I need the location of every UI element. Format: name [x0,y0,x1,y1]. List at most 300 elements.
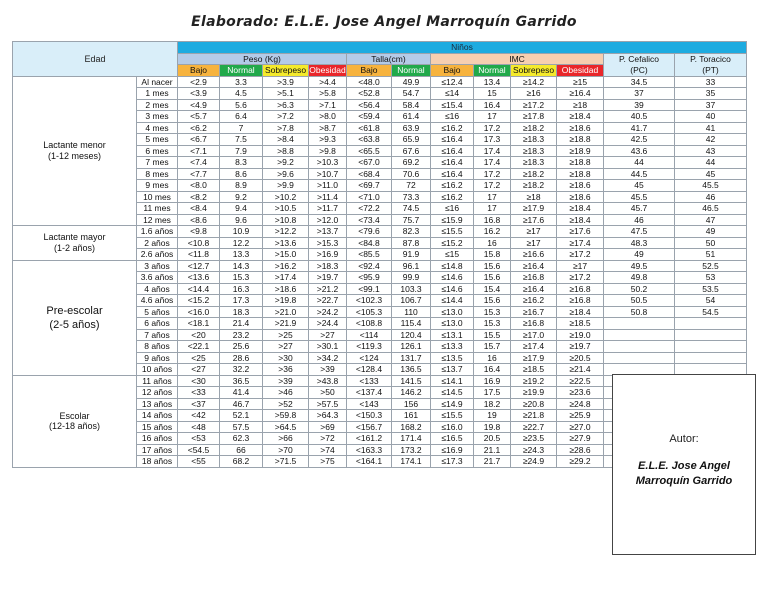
value-cell: ≤16.0 [431,421,474,433]
header-talla: Talla(cm) [347,53,431,65]
value-cell: 47.5 [604,226,675,238]
value-cell: 13.3 [220,249,263,261]
value-cell: 49.9 [392,76,431,88]
age-cell: 9 mes [137,180,178,192]
value-cell: 46.7 [220,398,263,410]
value-cell: 91.9 [392,249,431,261]
value-cell: ≤16.4 [431,145,474,157]
value-cell: ≥16.4 [511,260,557,272]
value-cell: 15.5 [474,329,511,341]
value-cell: 126.1 [392,341,431,353]
value-cell: 4.5 [220,88,263,100]
value-cell: 45.5 [604,191,675,203]
value-cell: 7.5 [220,134,263,146]
age-cell: 9 años [137,352,178,364]
value-cell: 53.5 [675,283,747,295]
value-cell: ≤13.0 [431,318,474,330]
table-row [13,226,747,238]
age-cell: 16 años [137,433,178,445]
header-imc-obesidad: Obesidad [557,65,604,77]
value-cell: ≥17 [511,237,557,249]
value-cell: <119.3 [347,341,392,353]
value-cell: 17 [474,191,511,203]
value-cell: 110 [392,306,431,318]
empty-cell [675,329,747,341]
empty-cell [675,318,747,330]
value-cell: 35 [675,88,747,100]
value-cell: <124 [347,352,392,364]
value-cell: ≥19.7 [557,341,604,353]
value-cell: 45 [604,180,675,192]
value-cell: >7.2 [263,111,309,123]
value-cell: 6.4 [220,111,263,123]
value-cell: 42 [675,134,747,146]
value-cell: ≤16 [431,203,474,215]
value-cell: >74 [309,444,347,456]
value-cell: 17 [474,203,511,215]
value-cell: <102.3 [347,295,392,307]
value-cell: <25 [178,352,220,364]
value-cell: 173.2 [392,444,431,456]
value-cell: >19.8 [263,295,309,307]
value-cell: 74.5 [392,203,431,215]
age-cell: 14 años [137,410,178,422]
value-cell: <105.3 [347,306,392,318]
value-cell: <6.7 [178,134,220,146]
value-cell: ≤15.4 [431,99,474,111]
value-cell: 65.9 [392,134,431,146]
age-cell: 15 años [137,421,178,433]
author-box [612,374,756,555]
value-cell: >50 [309,387,347,399]
value-cell: ≥23.5 [511,433,557,445]
age-cell: 7 mes [137,157,178,169]
age-cell: 3.6 años [137,272,178,284]
value-cell: ≥18 [511,191,557,203]
value-cell: <7.1 [178,145,220,157]
value-cell: 47 [675,214,747,226]
value-cell: ≥18.2 [511,168,557,180]
value-cell: <55 [178,456,220,468]
value-cell: ≥18.6 [557,122,604,134]
value-cell: ≤13.1 [431,329,474,341]
value-cell: >21.2 [309,283,347,295]
empty-cell [604,341,675,353]
value-cell: >70 [263,444,309,456]
value-cell: <108.8 [347,318,392,330]
value-cell: 136.5 [392,364,431,376]
value-cell: <163.3 [347,444,392,456]
value-cell: >9.3 [309,134,347,146]
value-cell: <8.6 [178,214,220,226]
value-cell: 48.3 [604,237,675,249]
value-cell: <7.7 [178,168,220,180]
value-cell: ≥18.5 [511,364,557,376]
value-cell: <156.7 [347,421,392,433]
age-cell: 2 años [137,237,178,249]
value-cell: <13.6 [178,272,220,284]
value-cell: 51 [675,249,747,261]
value-cell: 69.2 [392,157,431,169]
value-cell: ≤16.2 [431,122,474,134]
table-row [13,76,747,88]
age-cell: 12 años [137,387,178,399]
header-imc-bajo: Bajo [431,65,474,77]
value-cell: <72.2 [347,203,392,215]
value-cell: ≥16.6 [511,249,557,261]
value-cell: <15.2 [178,295,220,307]
age-cell: 13 años [137,398,178,410]
value-cell: >10.2 [263,191,309,203]
value-cell: 43.6 [604,145,675,157]
value-cell: ≥16.4 [511,283,557,295]
value-cell: 23.2 [220,329,263,341]
value-cell: 41 [675,122,747,134]
value-cell: 40.5 [604,111,675,123]
value-cell: >9.2 [263,157,309,169]
value-cell: ≤15.9 [431,214,474,226]
value-cell: <22.1 [178,341,220,353]
value-cell: >8.0 [309,111,347,123]
value-cell: ≤12.4 [431,76,474,88]
value-cell: 3.3 [220,76,263,88]
value-cell: ≥17.0 [511,329,557,341]
value-cell: 17.3 [220,295,263,307]
header-peso-normal: Normal [220,65,263,77]
value-cell: ≤14.4 [431,295,474,307]
value-cell: 16.9 [474,375,511,387]
value-cell: 15.3 [474,306,511,318]
value-cell: 40 [675,111,747,123]
value-cell: ≥23.6 [557,387,604,399]
value-cell: 49 [675,226,747,238]
value-cell: 174.1 [392,456,431,468]
value-cell: 10.9 [220,226,263,238]
age-cell: 5 años [137,306,178,318]
value-cell: 75.7 [392,214,431,226]
value-cell: 37 [675,99,747,111]
value-cell: <128.4 [347,364,392,376]
value-cell: ≥17.4 [511,341,557,353]
value-cell: <37 [178,398,220,410]
value-cell: ≥18.8 [557,168,604,180]
value-cell: >9.9 [263,180,309,192]
value-cell: <63.8 [347,134,392,146]
value-cell: <61.8 [347,122,392,134]
value-cell: 18.2 [474,398,511,410]
value-cell: 44.5 [604,168,675,180]
value-cell: ≥17.2 [557,249,604,261]
value-cell: ≤14 [431,88,474,100]
value-cell: ≤13.7 [431,364,474,376]
value-cell: >13.7 [309,226,347,238]
value-cell: <114 [347,329,392,341]
value-cell: 50.5 [604,295,675,307]
value-cell: 42.5 [604,134,675,146]
value-cell: 8.3 [220,157,263,169]
value-cell: ≤17.3 [431,456,474,468]
value-cell: ≥16.7 [511,306,557,318]
value-cell: ≥18.8 [557,157,604,169]
value-cell: 14.3 [220,260,263,272]
value-cell: 146.2 [392,387,431,399]
header-talla-bajo: Bajo [347,65,392,77]
value-cell: <8.4 [178,203,220,215]
value-cell: >10.5 [263,203,309,215]
value-cell: ≥18.6 [557,191,604,203]
value-cell: ≥27.0 [557,421,604,433]
value-cell: ≤14.8 [431,260,474,272]
value-cell: ≥16.4 [557,88,604,100]
header-peso-obesidad: Obesidad [309,65,346,75]
value-cell: 54.7 [392,88,431,100]
value-cell: 54.5 [675,306,747,318]
value-cell: <5.7 [178,111,220,123]
value-cell: ≤14.6 [431,272,474,284]
value-cell: ≥18.9 [557,145,604,157]
value-cell: 8.6 [220,168,263,180]
value-cell: 96.1 [392,260,431,272]
header-peso: Peso (Kg) [178,53,347,65]
value-cell: 16 [474,237,511,249]
value-cell: 15.3 [220,272,263,284]
value-cell: 131.7 [392,352,431,364]
value-cell: 52.1 [220,410,263,422]
header-imc: IMC [431,53,604,65]
value-cell: ≥16.8 [557,283,604,295]
value-cell: <95.9 [347,272,392,284]
value-cell: ≥19.2 [511,375,557,387]
value-cell: 17.2 [474,122,511,134]
value-cell: 16.8 [474,214,511,226]
value-cell: 45 [675,168,747,180]
value-cell: 70.6 [392,168,431,180]
value-cell: 61.4 [392,111,431,123]
value-cell: 15.7 [474,341,511,353]
value-cell: <30 [178,375,220,387]
value-cell: >22.7 [309,295,347,307]
age-cell: 3 mes [137,111,178,123]
value-cell: >64.3 [309,410,347,422]
value-cell: 52.5 [675,260,747,272]
value-cell: >18.3 [309,260,347,272]
value-cell: >39 [309,364,347,376]
value-cell: >46 [263,387,309,399]
value-cell: ≥17.2 [557,272,604,284]
value-cell: ≥16 [511,88,557,100]
value-cell: 44 [604,157,675,169]
value-cell: ≤16.4 [431,157,474,169]
value-cell: ≤16.4 [431,168,474,180]
value-cell: ≥16.8 [557,295,604,307]
age-cell: 4 años [137,283,178,295]
value-cell: ≥22.7 [511,421,557,433]
value-cell: ≤16.4 [431,134,474,146]
value-cell: >7.8 [263,122,309,134]
age-cell: 10 mes [137,191,178,203]
value-cell: >39 [263,375,309,387]
value-cell: <48.0 [347,76,392,88]
value-cell: ≥17.8 [511,111,557,123]
value-cell: >25 [263,329,309,341]
value-cell: >64.5 [263,421,309,433]
age-group-label: Pre-escolar (2-5 años) [13,260,137,375]
value-cell: >18.6 [263,283,309,295]
value-cell: <10.8 [178,237,220,249]
value-cell: >15.3 [309,237,347,249]
value-cell: 17.4 [474,145,511,157]
value-cell: ≥20.8 [511,398,557,410]
value-cell: <150.3 [347,410,392,422]
age-cell: 1.6 años [137,226,178,238]
value-cell: 34.5 [604,76,675,88]
value-cell: >30 [263,352,309,364]
value-cell: ≥24.9 [511,456,557,468]
header-peso-sobrepeso: Sobrepeso [263,65,309,77]
value-cell: ≤16.2 [431,180,474,192]
value-cell: 49.5 [604,260,675,272]
value-cell: 19.8 [474,421,511,433]
value-cell: <65.5 [347,145,392,157]
age-cell: 6 años [137,318,178,330]
value-cell: ≤13.0 [431,306,474,318]
value-cell: >27 [309,329,347,341]
value-cell: 5.6 [220,99,263,111]
value-cell: 32.2 [220,364,263,376]
value-cell: ≥28.6 [557,444,604,456]
value-cell: ≥25.9 [557,410,604,422]
value-cell: 8.9 [220,180,263,192]
header-peso-bajo: Bajo [178,65,220,77]
value-cell: >19.7 [309,272,347,284]
value-cell: 141.5 [392,375,431,387]
value-cell: ≥18.2 [511,122,557,134]
header-imc-normal: Normal [474,65,511,77]
value-cell: 15.4 [474,283,511,295]
value-cell: >75 [309,456,347,468]
table-row [13,260,747,272]
value-cell: >52 [263,398,309,410]
value-cell: <18.1 [178,318,220,330]
value-cell: ≥16.8 [511,318,557,330]
value-cell: 25.6 [220,341,263,353]
value-cell: <79.6 [347,226,392,238]
value-cell: <67.0 [347,157,392,169]
author-label: Autor: [669,433,699,445]
value-cell: <161.2 [347,433,392,445]
value-cell: ≥18.4 [557,111,604,123]
value-cell: 13.4 [474,76,511,88]
age-cell: 4 mes [137,122,178,134]
value-cell: 9.2 [220,191,263,203]
value-cell: ≥14.2 [511,76,557,88]
value-cell: ≥18.3 [511,145,557,157]
value-cell: ≥15 [557,76,604,88]
value-cell: <69.7 [347,180,392,192]
value-cell: 67.6 [392,145,431,157]
value-cell: ≤15.2 [431,237,474,249]
value-cell: >4.4 [309,76,347,88]
value-cell: ≥18.3 [511,157,557,169]
value-cell: ≤14.9 [431,398,474,410]
value-cell: ≥17 [557,260,604,272]
value-cell: 87.8 [392,237,431,249]
value-cell: ≥24.3 [511,444,557,456]
value-cell: >16.2 [263,260,309,272]
value-cell: <12.7 [178,260,220,272]
age-cell: 18 años [137,456,178,468]
value-cell: <42 [178,410,220,422]
value-cell: ≥18.4 [557,306,604,318]
value-cell: 21.1 [474,444,511,456]
value-cell: <2.9 [178,76,220,88]
value-cell: >9.8 [309,145,347,157]
value-cell: ≤16.2 [431,191,474,203]
value-cell: 57.5 [220,421,263,433]
value-cell: 45.7 [604,203,675,215]
value-cell: <143 [347,398,392,410]
value-cell: 36.5 [220,375,263,387]
value-cell: ≤13.3 [431,341,474,353]
value-cell: 49 [604,249,675,261]
value-cell: <53 [178,433,220,445]
empty-cell [604,329,675,341]
value-cell: ≥19.9 [511,387,557,399]
value-cell: <9.8 [178,226,220,238]
value-cell: ≥16.2 [511,295,557,307]
value-cell: <27 [178,364,220,376]
value-cell: >69 [309,421,347,433]
value-cell: 49.8 [604,272,675,284]
age-cell: 10 años [137,364,178,376]
value-cell: 21.7 [474,456,511,468]
value-cell: 54 [675,295,747,307]
value-cell: 15.3 [474,318,511,330]
value-cell: >10.8 [263,214,309,226]
value-cell: 99.9 [392,272,431,284]
age-cell: 8 años [137,341,178,353]
value-cell: ≤14.5 [431,387,474,399]
header-talla-normal: Normal [392,65,431,77]
age-cell: 2 mes [137,99,178,111]
value-cell: ≥18.4 [557,203,604,215]
value-cell: <11.8 [178,249,220,261]
value-cell: <52.8 [347,88,392,100]
value-cell: ≥18.5 [557,318,604,330]
value-cell: <56.4 [347,99,392,111]
value-cell: >15.0 [263,249,309,261]
value-cell: >12.0 [309,214,347,226]
value-cell: >24.2 [309,306,347,318]
value-cell: 82.3 [392,226,431,238]
value-cell: >17.4 [263,272,309,284]
value-cell: <92.4 [347,260,392,272]
value-cell: >11.0 [309,180,347,192]
value-cell: 63.9 [392,122,431,134]
value-cell: 16.4 [474,99,511,111]
value-cell: >16.9 [309,249,347,261]
age-cell: 17 años [137,444,178,456]
value-cell: <7.4 [178,157,220,169]
value-cell: ≤15.5 [431,410,474,422]
age-group-label: Lactante mayor (1-2 años) [13,226,137,261]
value-cell: ≥17.6 [557,226,604,238]
value-cell: 17.2 [474,180,511,192]
value-cell: 115.4 [392,318,431,330]
value-cell: <84.8 [347,237,392,249]
value-cell: 68.2 [220,456,263,468]
age-cell: 6 mes [137,145,178,157]
